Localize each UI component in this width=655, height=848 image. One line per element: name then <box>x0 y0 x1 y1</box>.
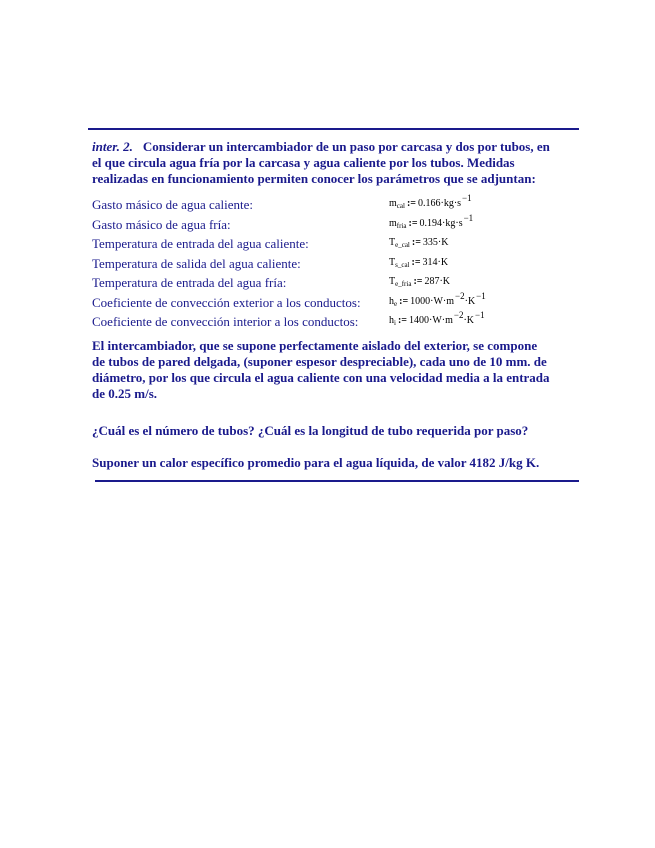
param-expression: $m_{cal}$ := $0.166\cdot kg\cdot s^{-1}$ <box>389 193 472 210</box>
parameter-list <box>92 193 562 330</box>
bottom-divider <box>95 480 579 482</box>
param-name: Gasto másico de agua caliente: <box>92 197 253 212</box>
param-expression: $h_e$ := $1000\cdot W\cdot m^{-2}\cdot K^{-1}$ <box>389 290 486 308</box>
problem-statement <box>92 139 562 187</box>
param-name: Temperatura de salida del agua caliente: <box>92 255 301 271</box>
param-expression: $T_{s\_cal}$ := 314·K <box>389 256 449 269</box>
param-row <box>92 252 562 272</box>
param-expression: $h_i$ := $1400\cdot W\cdot m^{-2}\cdot K^{-1}$ <box>389 310 485 327</box>
exchanger-description: El intercambiador, que se supone perfectamente aislado del exterior, se compone de tubos de pared delgada, (suponer espesor despreciable), cada uno de 10 mm. de diámetro, por los que circula el agua caliente con una velocidad media a la entrada de 0.25 m/s. <box>92 338 550 401</box>
top-divider <box>88 128 579 130</box>
param-name: Coeficiente de convección interior a los conductos: <box>92 314 359 329</box>
param-name: Temperatura de entrada del agua fría: <box>92 275 287 290</box>
param-expression: $T_{e\_fria}$ := 287·K <box>389 276 451 288</box>
param-name: Temperatura de entrada del agua caliente: <box>92 236 309 251</box>
param-expression: $m_{fria}$ := $0.194\cdot kg\cdot s^{-1}$ <box>389 212 474 230</box>
param-name: Coeficiente de convección exterior a los conductos: <box>92 294 361 310</box>
param-row <box>92 291 562 311</box>
param-row <box>92 271 562 291</box>
problem-question: ¿Cuál es el número de tubos? ¿Cuál es la longitud de tubo requerida por paso? <box>92 423 529 438</box>
param-name: Gasto másico de agua fría: <box>92 216 231 232</box>
problem-label: inter. 2. <box>92 139 133 154</box>
param-expression: $T_{e\_cal}$ := 335·K <box>389 237 449 249</box>
param-row <box>92 193 562 213</box>
param-row <box>92 232 562 252</box>
param-row <box>92 310 562 330</box>
problem-text: Considerar un intercambiador de un paso por carcasa y dos por tubos, en el que circula agua fría por la carcasa y agua caliente por los tubos. Medidas realizadas en funcionamiento permiten conocer los parámetros que se adjuntan: <box>92 139 550 186</box>
param-row <box>92 213 562 233</box>
problem-note: Suponer un calor específico promedio para el agua líquida, de valor 4182 J/kg K. <box>92 455 540 470</box>
